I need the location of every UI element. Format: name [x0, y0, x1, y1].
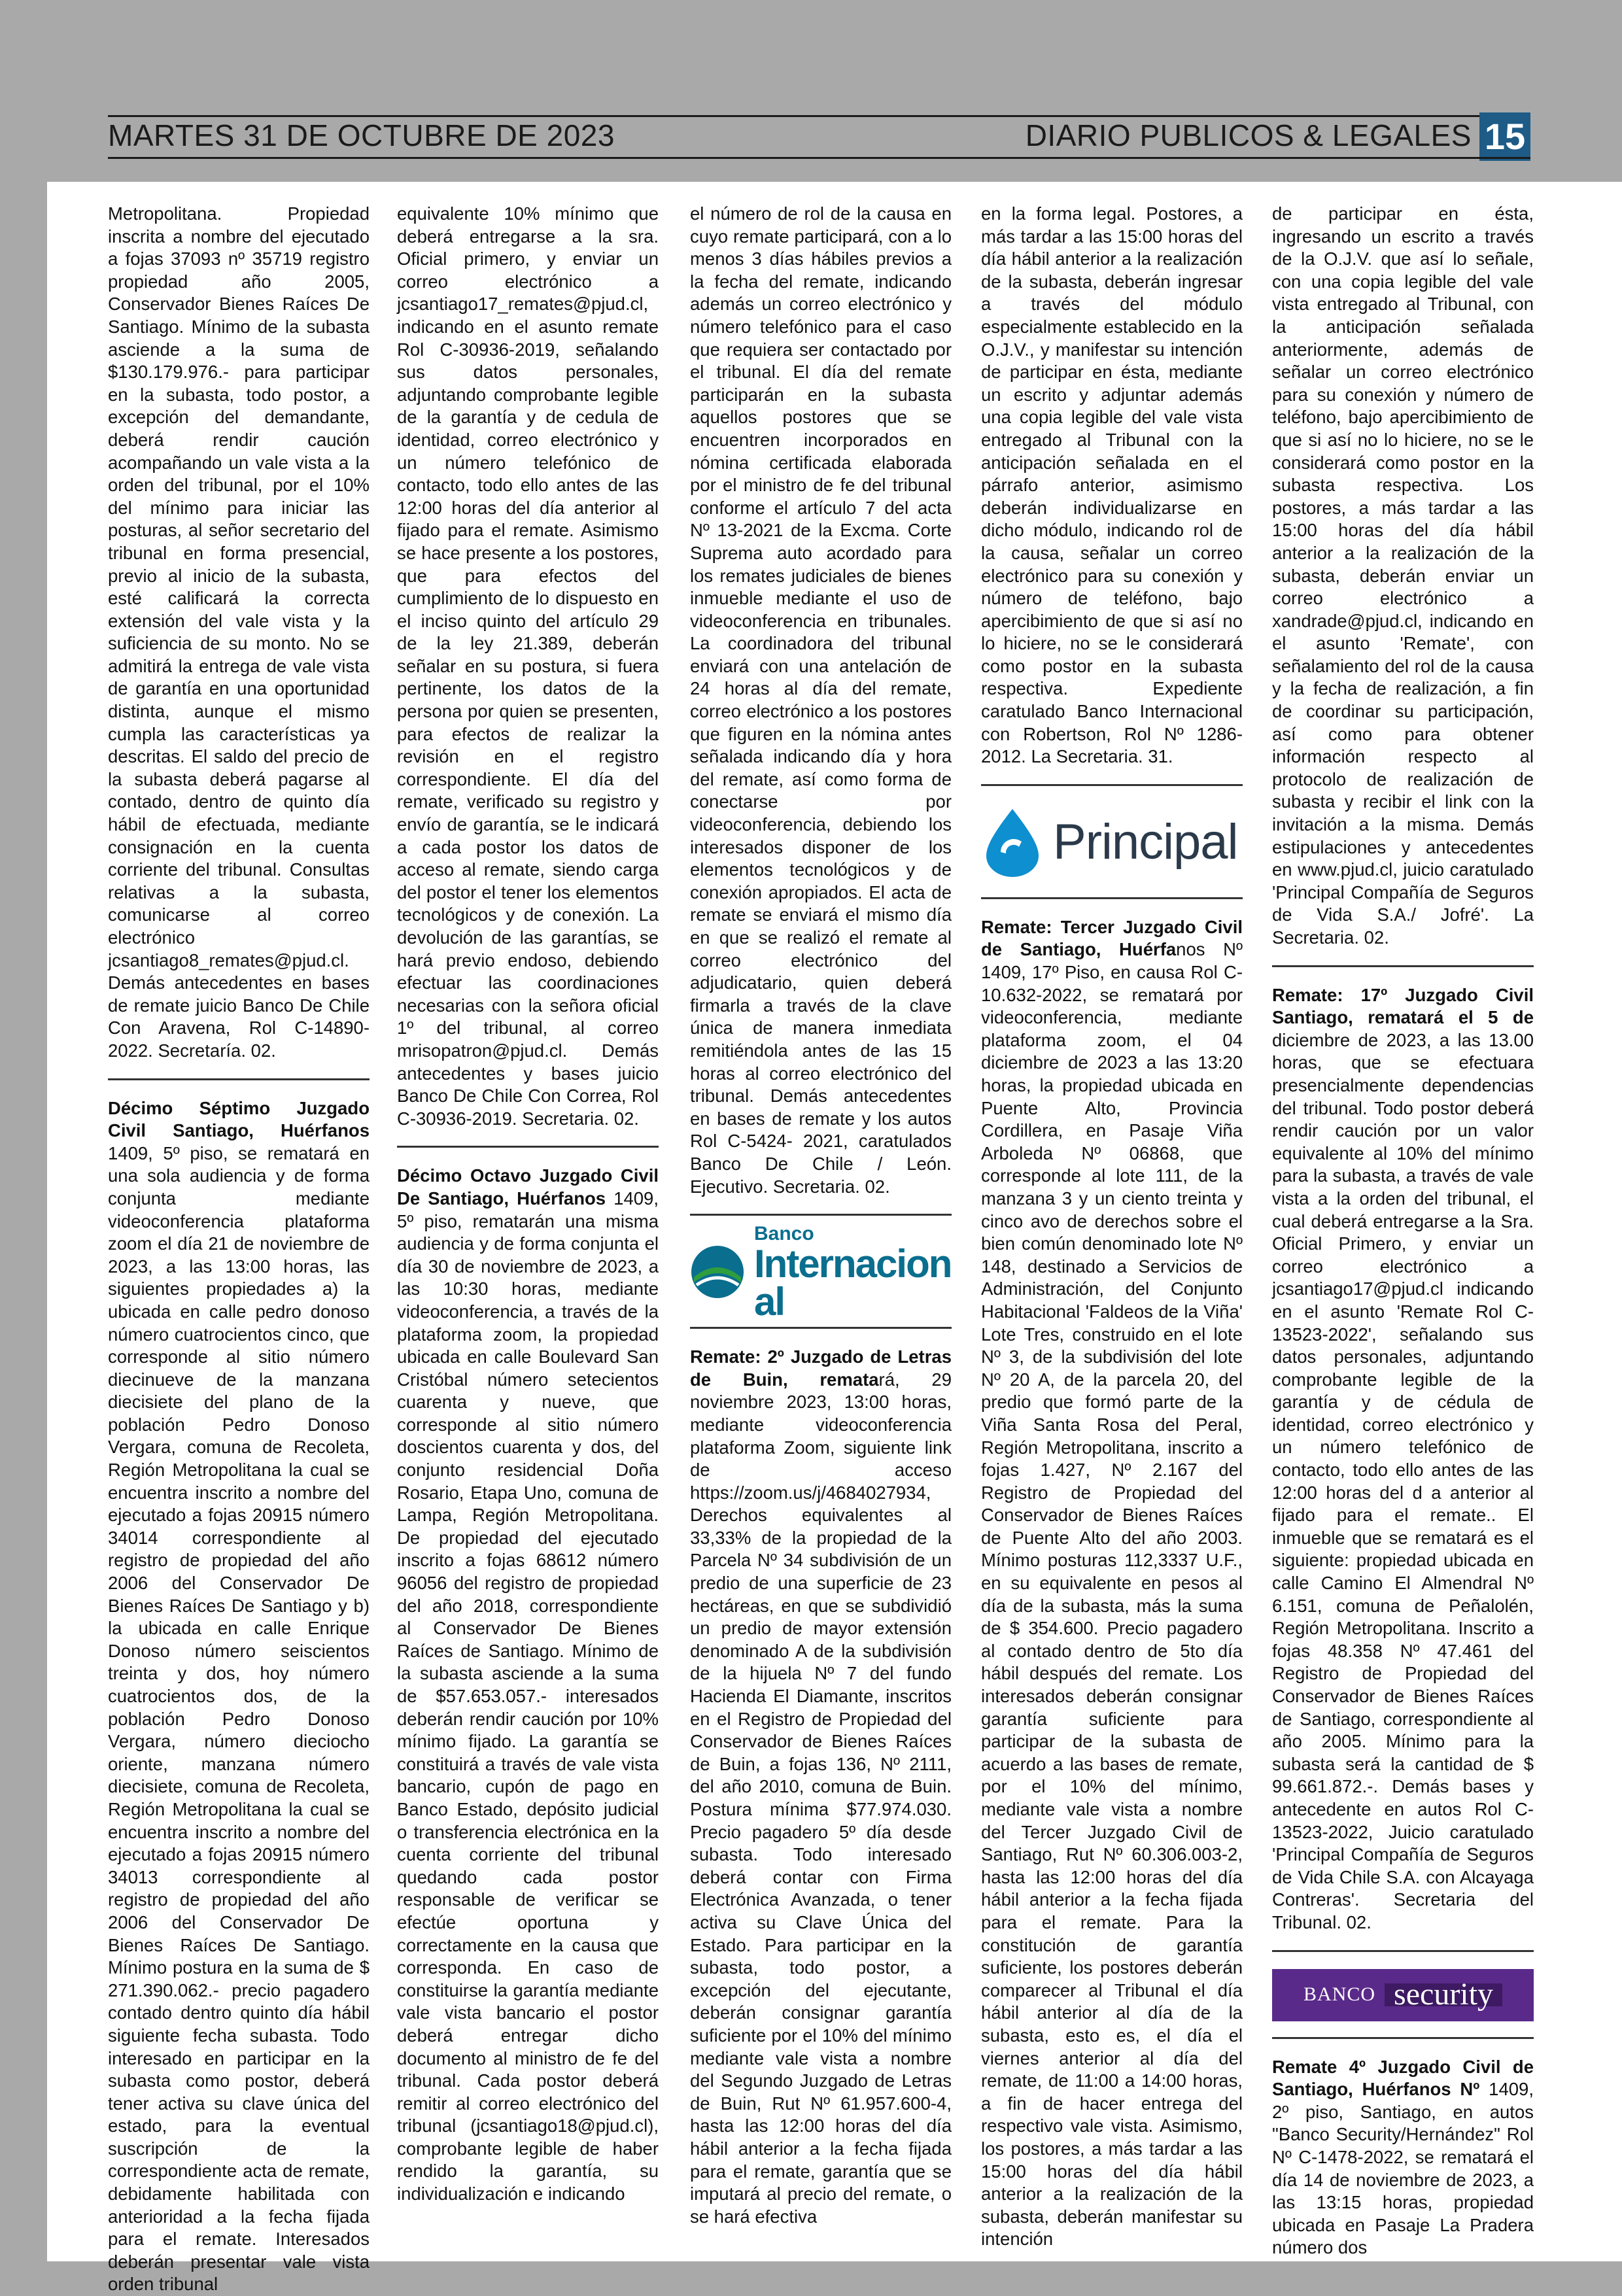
notice — [1272, 984, 1534, 1934]
notice-text: Metropolitana. Propiedad inscrita a nombre del ejecutado a fojas 37093 nº 35719 registro propiedad año 2005, Conservador Bienes Raíces De Santiago. Mínimo de la subasta asciende a la suma de $130.179.976.- para participar en la subasta, todo postor, a excepción del demandante, deberá rendir caución acompañando un vale vista a la orden del tribunal, por el 10% del mínimo para iniciar las posturas, al señor secretario del tribunal en forma presencial, previo al inicio de la subasta, esté calificará la correcta extensión del vale vista y la suficiencia de su monto. No se admitirá la entrega de vale vista de garantía en una oportunidad distinta, aunque el mismo cumpla las características ya descritas. El saldo del precio de la subasta deberá pagarse al contado, dentro de quinto día hábil de efectuada, mediante consignación en la cuenta corriente del tribunal. Consultas relativas a la subasta, comunicarse al correo electrónico jcsantiago8_remates@pjud.cl. Demás antecedentes en bases de remate juicio Banco De Chile Con Aravena, Rol C-14890-2022. Secretaría. 02. — [108, 203, 370, 1061]
column-3 — [690, 203, 952, 2256]
notice — [397, 1165, 659, 2205]
divider — [981, 897, 1243, 899]
header-date: MARTES 31 DE OCTUBRE DE 2023 — [108, 118, 615, 152]
header-band — [0, 0, 1622, 182]
banco-internacional-icon — [690, 1244, 745, 1299]
column-5 — [1272, 203, 1534, 2256]
notice-text: rá, 29 noviembre 2023, 13:00 horas, mediante videoconferencia plataforma Zoom, siguiente link de acceso https://zoom.us/j/4684027934, Derechos equivalentes al 33,33% de la propiedad de la Parcela Nº 34 subdivisión de un predio de una superficie de 23 hectáreas, en que se subdividió un predio de mayor extensión denominado A de la subdivisión de la hijuela Nº 7 del fundo Hacienda El Diamante, inscritos en el Registro de Propiedad del Conservador de Bienes Raíces de Buin, a fojas 136, Nº 2111, del año 2010, comuna de Buin. Postura mínima $77.974.030. Precio pagadero 5º día desde subasta. Todo interesado deberá contar con Firma Electrónica Avanzada, o tener activa su Clave Única del Estado. Para participar en la subasta, todo postor, a excepción del ejecutante, deberán consignar garantía suficiente por el 10% del mínimo mediante vale vista a nombre del Segundo Juzgado de Letras de Buin, Rut Nº 61.957.600-4, hasta las 12:00 horas del día hábil anterior a la fecha fijada para el remate, garantía que se imputará al precio del remate, o se hará efectiva — [690, 1369, 952, 2227]
divider — [108, 1078, 370, 1080]
divider — [690, 1327, 952, 1329]
column-4 — [981, 203, 1243, 2256]
notice — [690, 1346, 952, 2228]
notice-heading: Décimo Octavo Juzgado Civil De Santiago, Huérfanos — [397, 1165, 659, 1208]
column-2 — [397, 203, 659, 2256]
notice-text: equivalente 10% mínimo que deberá entregarse a la sra. Oficial primero, y enviar un correo electrónico a jcsantiago17_remates@pjud.cl, indicando en el asunto remate Rol C-30936-2019, señalando sus datos personales, adjuntando comprobante legible de la garantía y de cedula de identidad, correo electrónico y un número telefónico de contacto, todo ello antes de las 12:00 horas del día anterior al fijado para el remate. Asimismo se hace presente a los postores, que para efectos del cumplimiento de lo dispuesto en el inciso quinto del artículo 29 de la ley 21.389, deberán señalar en su postura, si fuera pertinente, los datos de la persona por quien se presenten, para efectos de realizar la revisión en el registro correspondiente. El día del remate, verificado su registro y envío de garantía, se le indicará a cada postor los datos de acceso al remate, siendo carga del postor el tener los elementos tecnológicos y de conexión. La devolución de las garantías, se hará previo endoso, debiendo efectuar las coordinaciones necesarias con la señora oficial 1º del tribunal, al correo mrisopatron@pjud.cl. Demás antecedentes y bases juicio Banco De Chile Con Correa, Rol C-30936-2019. Secretaria. 02. — [397, 203, 659, 1129]
notice-heading: Décimo Séptimo Juzgado Civil Santiago, Huérfanos — [108, 1097, 370, 1141]
logo-text-bottom: Internacional — [754, 1242, 952, 1324]
banco-internacional-logo — [690, 1223, 952, 1324]
divider — [981, 784, 1243, 786]
notice — [108, 1097, 370, 2296]
notice-heading: Remate: 17º Juzgado Civil Santiago, rematará el 5 de — [1272, 984, 1534, 1028]
notice-text: 1409, 5º piso, se rematará en una sola audiencia y de forma conjunta mediante videoconferencia plataforma zoom el día 21 de noviembre de 2023, a las 13:00 horas, las siguientes propiedades a) la ubicada en calle pedro donoso número cuatrocientos cinco, que corresponde al sitio número diecinueve de la manzana diecisiete del plano de la población Pedro Donoso Vergara, comuna de Recoleta, Región Metropolitana la cual se encuentra inscrito a nombre del ejecutado a fojas 20915 número 34014 correspondiente al registro de propiedad del año 2006 del Conservador De Bienes Raíces De Santiago y b) la ubicada en calle Enrique Donoso número seiscientos treinta y dos, hoy número cuatrocientos dos, de la población Pedro Donoso Vergara, número dieciocho oriente, manzana número diecisiete, comuna de Recoleta, Región Metropolitana la cual se encuentra inscrito a nombre del ejecutado a fojas 20915 número 34013 correspondiente al registro de propiedad del año 2006 del Conservador De Bienes Raíces De Santiago. Mínimo postura en la suma de $ 271.390.062.- precio pagadero contado dentro quinto día hábil siguiente fecha subasta. Todo interesado en participar en la subasta como postor, deberá tener activa su clave única del estado, para la eventual suscripción de la correspondiente acta de remate, debidamente habilitada con anterioridad a la fecha fijada para el remate. Interesados deberán presentar vale vista orden tribunal — [108, 1142, 370, 2295]
notice-text: 1409, 2º piso, Santiago, en autos "Banco Security/Hernández" Rol Nº C-1478-2022, se rematará el día 14 de noviembre de 2023, a las 13:15 horas, propiedad ubicada en Pasaje La Pradera número dos — [1272, 2079, 1534, 2258]
notice — [1272, 2056, 1534, 2259]
principal-logo-text: Principal — [1053, 814, 1238, 870]
security-logo-text-b: security — [1385, 1983, 1502, 2006]
notice-text: nos Nº 1409, 17º Piso, en causa Rol C-10.632-2022, se rematará por videoconferencia, mediante plataforma zoom, el 04 diciembre de 2023 a las 13:20 horas, la propiedad ubicada en Puente Alto, Provincia Cordillera, en Pasaje Viña Arboleda Nº 06868, que corresponde al lote 111, de la manzana 3 y un ciento treinta y cinco avo de derechos sobre el bien común denominado lote Nº 148, destinado a Servicios de Administración, del Conjunto Habitacional 'Faldeos de la Viña' Lote Tres, construido en el lote Nº 3, de la subdivisión del lote Nº 20 A, de la parcela 20, del predio que formó parte de la Viña Santa Rosa del Peral, Región Metropolitana, inscrito a fojas 1.427, Nº 2.167 del Registro de Propiedad del Conservador de Bienes Raíces de Puente Alto del año 2003. Mínimo posturas 112,3337 U.F., en su equivalente en pesos al día de la subasta, más la suma de $ 354.600. Precio pagadero al contado dentro de 5to día hábil después del remate. Los interesados deberán consignar garantía suficiente para participar de la subasta de acuerdo a las bases de remate, por el 10% del mínimo, mediante vale vista a nombre del Tercer Juzgado Civil de Santiago, Rut Nº 60.306.003-2, hasta las 12:00 horas del día hábil anterior a la fecha fijada para el remate. Para la constitución de garantía suficiente, los postores deberán comparecer al Tribunal el día hábil anterior al día de la subasta, esto es, el día el viernes anterior al día del remate, de 11:00 a 14:00 horas, a fin de hacer entrega del respectivo vale vista. Asimismo, los postores, a más tardar a las 15:00 horas del día hábil anterior a la realización de la subasta, deberán manifestar su intención — [981, 939, 1243, 2250]
notice-heading: Remate: Tercer Juzgado Civil de Santiago, Huérfa — [981, 916, 1243, 960]
banco-security-logo — [1272, 1969, 1534, 2021]
header-title: DIARIO PUBLICOS & LEGALES — [1025, 118, 1472, 152]
divider — [1272, 2037, 1534, 2039]
divider — [690, 1214, 952, 1216]
page-number: 15 — [1479, 112, 1530, 161]
notice-text: de participar en ésta, ingresando un escrito a través de la O.J.V. que así lo señale, con una copia legible del vale vista entregado al Tribunal, con la anticipación señalada anteriormente, además de señalar un correo electrónico para su conexión y número de teléfono, bajo apercibimiento de que si así no lo hiciere, no se le considerará como postor en la subasta respectiva. Los postores, a más tardar a las 15:00 horas del día hábil anterior a la realización de la subasta, deberán enviar un correo electrónico a xandrade@pjud.cl, indicando en el asunto 'Remate', con señalamiento del rol de la causa y la fecha de realización, a fin de coordinar su participación, así como para obtener información respecto al protocolo de realización de subasta y recibir el link con la invitación a la misma. Demás estipulaciones y antecedentes en www.pjud.cl, juicio caratulado 'Principal Compañía de Seguros de Vida S.A./ Jofré'. La Secretaria. 02. — [1272, 203, 1534, 948]
notice-text: en la forma legal. Postores, a más tardar a las 15:00 horas del día hábil anterior a la realización de la subasta, deberán ingresar a través del módulo especialmente establecido en la O.J.V., y manifestar su intención de participar en ésta, mediante un escrito y adjuntar además una copia legible del vale vista entregado al Tribunal con la anticipación señalada en el párrafo anterior, asimismo deberán individualizarse en dicho módulo, indicando rol de la causa, señalar un correo electrónico para su conexión y número de teléfono, bajo apercibimiento de que si así no lo hiciere, no se le considerará como postor en la subasta respectiva. Expediente caratulado Banco Internacional con Robertson, Rol Nº 1286-2012. La Secretaria. 31. — [981, 203, 1243, 767]
notice-text: diciembre de 2023, a las 13.00 horas, que se efectuara presencialmente dependencias del tribunal. Todo postor deberá rendir caución por un valor equivalente al 10% del mínimo para la subasta, a través de vale vista a la orden del tribunal, el cual deberá entregarse a la Sra. Oficial Primero, y enviar un correo electrónico a jcsantiago17@pjud.cl indicando en el asunto 'Remate Rol C-13523-2022', señalando sus datos personales, adjuntando comprobante legible de la garantía y de cédula de identidad, correo electrónico y un número telefónico de contacto, todo ello antes de las 12:00 horas del d a anterior al fijado para el remate.. El inmueble que se rematará es el siguiente: propiedad ubicada en calle Camino El Almendral Nº 6.151, comuna de Peñalolén, Región Metropolitana. Inscrito a fojas 48.358 Nº 47.461 del Registro de Propiedad del Conservador de Bienes Raíces de Santiago, correspondiente al año 2005. Mínimo para la subasta será la cantidad de $ 99.661.872.-. Demás bases y antecedente en autos Rol C-13523-2022, Juicio caratulado 'Principal Compañía de Seguros de Vida Chile S.A. con Alcayaga Contreras'. Secretaria del Tribunal. 02. — [1272, 1029, 1534, 1932]
divider — [1272, 965, 1534, 967]
header-top-rule — [108, 115, 1530, 117]
notice-text: el número de rol de la causa en cuyo remate participará, con a lo menos 3 días hábiles previos a la fecha del remate, indicando además un correo electrónico y número telefónico para el caso que requiera ser contactado por el tribunal. El día del remate participarán en la subasta aquellos postores que se encuentren incorporados en nómina certificada elaborada por el ministro de fe del tribunal conforme el artículo 7 del acta Nº 13-2021 de la Excma. Corte Suprema auto acordado para los remates judiciales de bienes inmueble mediante el uso de videoconferencia en tribunales. La coordinadora del tribunal enviará con una antelación de 24 horas al día del remate, correo electrónico a los postores que figuren en la nómina antes señalada indicando día y hora del remate, así como forma de conectarse por videoconferencia, debiendo los interesados disponer de los elementos tecnológicos y de conexión apropiados. El acta de remate se enviará el mismo día en que se realizó el remate al correo electrónico del adjudicatario, quien deberá firmarla a través de la clave única de manera inmediata remitiéndola antes de las 15 horas al correo electrónico del tribunal. Demás antecedentes en bases de remate y los autos Rol C-5424- 2021, caratulados Banco De Chile / León. Ejecutivo. Secretaria. 02. — [690, 203, 952, 1197]
header-bottom-rule — [108, 157, 1530, 159]
principal-drop-icon — [981, 806, 1044, 878]
notice-heading: Remate: 2º Juzgado de Letras de Buin, remata — [690, 1346, 952, 1390]
divider — [1272, 1950, 1534, 1952]
notice — [981, 916, 1243, 2251]
security-logo-text-a: BANCO — [1303, 1983, 1376, 2006]
notice-text: 1409, 5º piso, rematarán una misma audiencia y de forma conjunta el día 30 de noviembre de 2023, a las 10:30 horas, mediante videoconferencia, a través de la plataforma zoom, la propiedad ubicada en calle Boulevard San Cristóbal número setecientos cuarenta y nueve, que corresponde al sitio número doscientos cuarenta y dos, del conjunto residencial Doña Rosario, Etapa Uno, comuna de Lampa, Región Metropolitana. De propiedad del ejecutado inscrito a fojas 68612 número 96056 del registro de propiedad del año 2018, correspondiente al Conservador De Bienes Raíces de Santiago. Mínimo de la subasta asciende a la suma de $57.653.057.- interesados deberán rendir caución por 10% mínimo fijado. La garantía se constituirá a través de vale vista bancario, cupón de pago en Banco Estado, depósito judicial o transferencia electrónica en la cuenta corriente del tribunal quedando cada postor responsable de verificar se efectúe oportuna y correctamente en la causa que corresponda. En caso de constituirse la garantía mediante vale vista bancario el postor deberá entregar dicho documento al ministro de fe del tribunal. Cada postor deberá remitir al correo electrónico del tribunal (jcsantiago18@pjud.cl), comprobante legible de haber rendido la garantía, su individualización e indicando — [397, 1188, 659, 2204]
principal-logo — [981, 803, 1243, 882]
column-1 — [108, 203, 370, 2295]
divider — [397, 1146, 659, 1148]
logo-text-top: Banco — [754, 1223, 814, 1245]
notice-heading: Remate 4º Juzgado Civil de Santiago, Huérfanos Nº — [1272, 2056, 1534, 2100]
